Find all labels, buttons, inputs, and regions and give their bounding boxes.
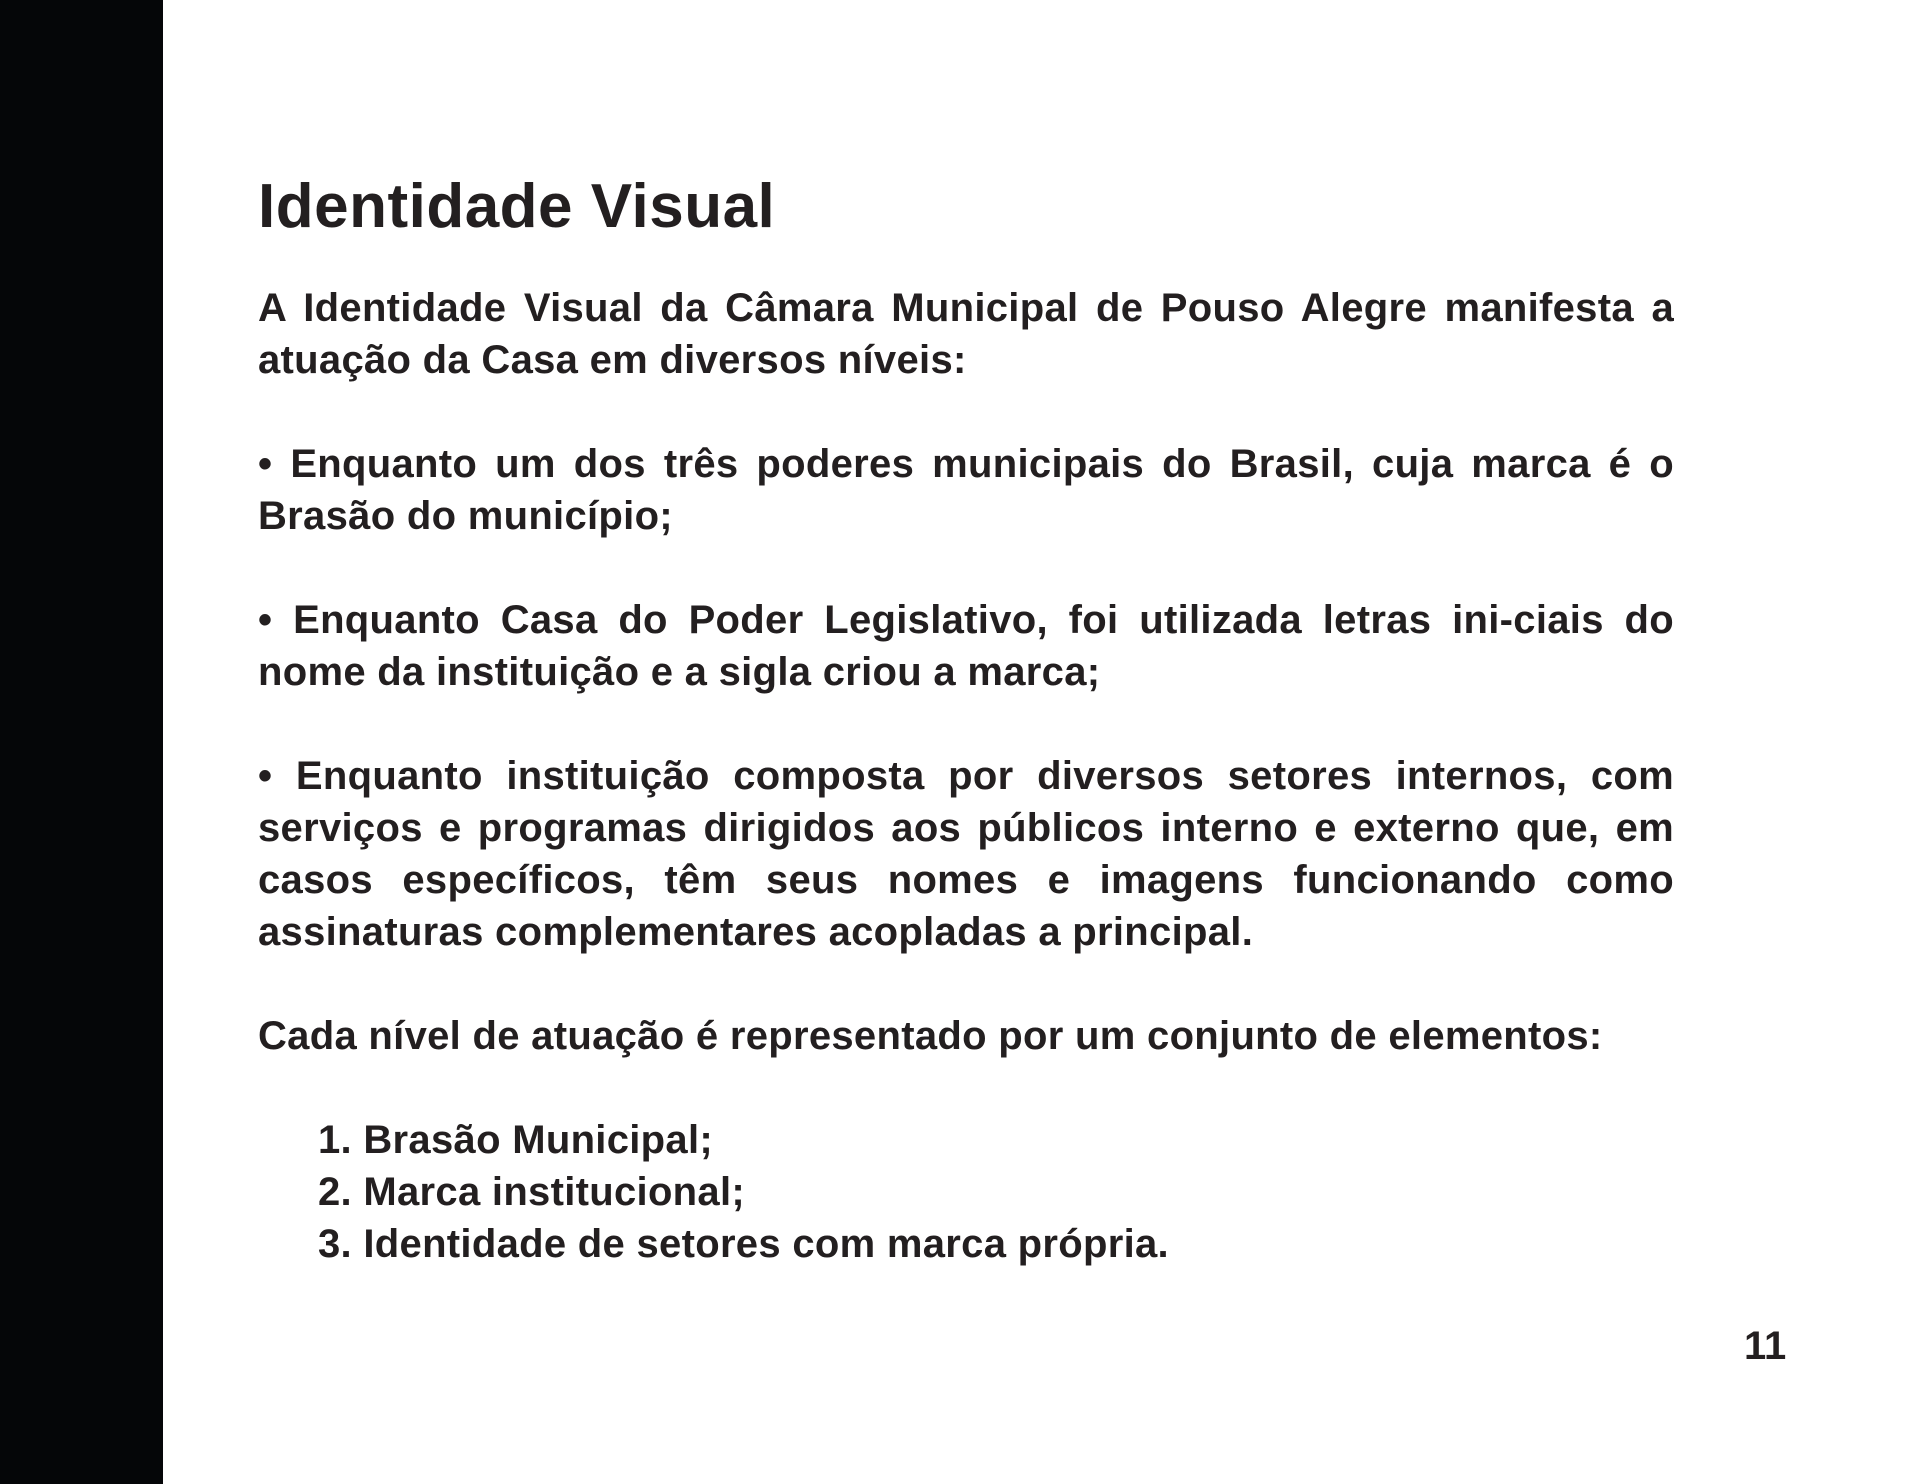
list-item: 2. Marca institucional; <box>318 1170 745 1214</box>
outro-paragraph: Cada nível de atuação é representado por um conjunto de elementos: <box>258 1014 1603 1058</box>
list-item: 1. Brasão Municipal; <box>318 1118 713 1162</box>
bullet-paragraph-2: • Enquanto Casa do Poder Legislativo, foi utilizada letras ini-ciais do nome da instituição e a sigla criou a marca; <box>258 598 1674 694</box>
bullet-paragraph-1: • Enquanto um dos três poderes municipais do Brasil, cuja marca é o Brasão do município; <box>258 442 1674 538</box>
list-item: 3. Identidade de setores com marca própria. <box>318 1222 1169 1266</box>
intro-paragraph: A Identidade Visual da Câmara Municipal de Pouso Alegre manifesta a atuação da Casa em diversos níveis: <box>258 286 1674 382</box>
left-black-sidebar <box>0 0 163 1484</box>
page-content <box>258 170 1674 1286</box>
elements-list <box>258 1114 1674 1270</box>
bullet-paragraph-3: • Enquanto instituição composta por diversos setores internos, com serviços e programas dirigidos aos públicos interno e externo que, em casos específicos, têm seus nomes e imagens funcionando como assinaturas complementares acopladas a principal. <box>258 754 1674 954</box>
page-title: Identidade Visual <box>258 172 776 241</box>
page-number: 11 <box>1744 1324 1787 1368</box>
